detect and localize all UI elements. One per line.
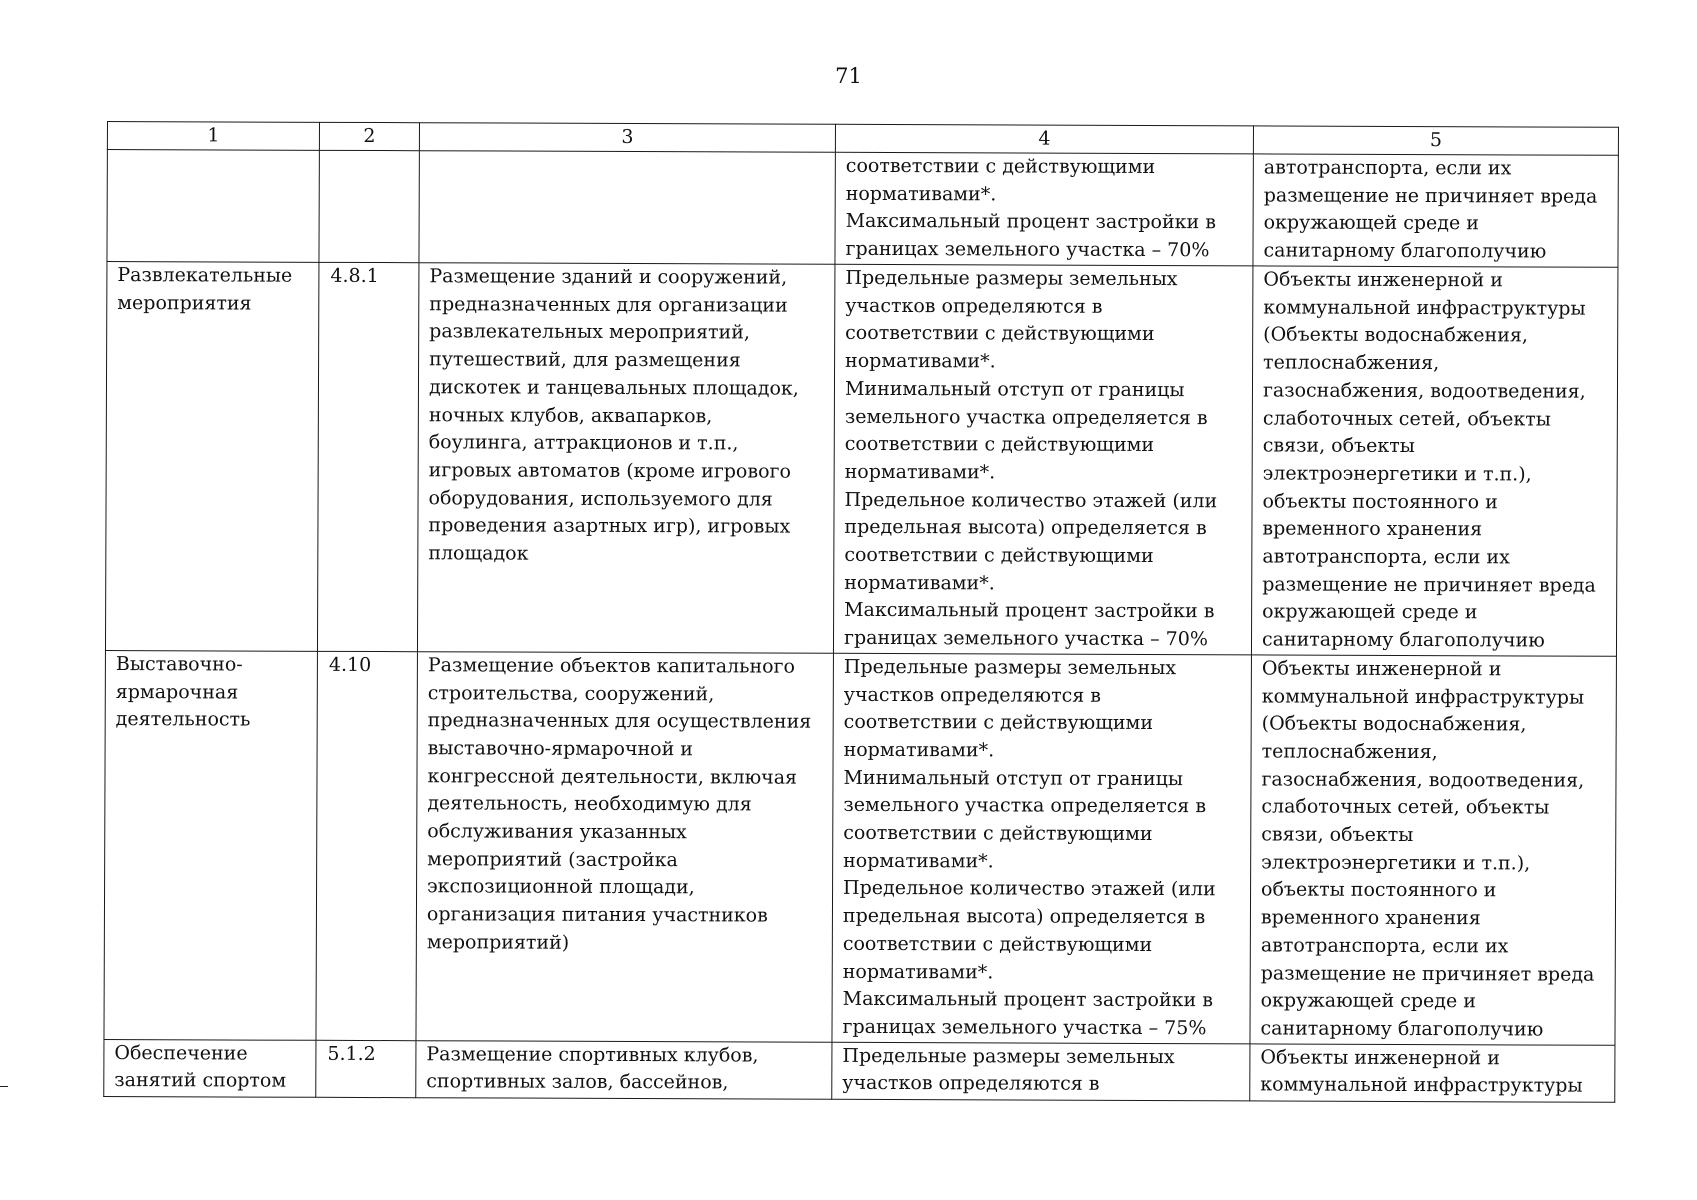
use-name-cell: Развлекательные мероприятия	[105, 262, 318, 652]
table-row	[105, 262, 1617, 657]
page-number: 71	[835, 64, 862, 88]
use-description-cell: Размещение спортивных клубов, спортивных залов, бассейнов,	[416, 1040, 832, 1099]
auxiliary-uses-cell: Объекты инженерной и коммунальной инфраструктуры (Объекты водоснабжения, теплоснабжения, газоснабжения, водоотведения, слаботочных сетей, объекты связи, объекты электроэнергетики и т.п.), объекты постоянного и временного хранения автотранспорта, если их размещение не причиняет вреда окружающей среде и санитарному благополучию	[1250, 655, 1616, 1045]
table-row	[104, 1039, 1615, 1102]
parameters-cell: Предельные размеры земельных участков определяются в соответствии с действующими нормативами*. Минимальный отступ от границы земельного участка определяется в соответствии с действующими нормативами*. Предельное количество этажей (или предельная высота) определяется в соответствии с действующими нормативами*. Максимальный процент застройки в границах земельного участка – 70%	[833, 264, 1252, 654]
column-header-5: 5	[1253, 126, 1618, 155]
use-code-cell	[319, 150, 419, 262]
column-header-4: 4	[835, 124, 1253, 154]
use-description-cell	[419, 151, 835, 265]
table-row	[104, 650, 1616, 1045]
parameters-cell: Предельные размеры земельных участков определяются в	[832, 1042, 1250, 1101]
auxiliary-uses-cell: автотранспорта, если их размещение не причиняет вреда окружающей среде и санитарному благополучию	[1253, 154, 1618, 267]
use-name-cell	[107, 150, 319, 263]
use-description-cell: Размещение объектов капитального строительства, сооружений, предназначенных для осуществления выставочно-ярмарочной и конгрессной деятельности, включая деятельность, необходимую для обслуживания указанных мероприятий (застройка экспозиционной площади, организация питания участников мероприятий)	[416, 652, 833, 1042]
parameters-cell: соответствии с действующими нормативами*. Максимальный процент застройки в границах земельного участка – 70%	[835, 152, 1253, 266]
table-row	[107, 150, 1618, 268]
auxiliary-uses-cell: Объекты инженерной и коммунальной инфраструктуры (Объекты водоснабжения, теплоснабжения, газоснабжения, водоотведения, слаботочных сетей, объекты связи, объекты электроэнергетики и т.п.), объекты постоянного и временного хранения автотранспорта, если их размещение не причиняет вреда окружающей среде и санитарному благополучию	[1251, 266, 1617, 656]
use-name-cell: Обеспечение занятий спортом	[104, 1039, 316, 1097]
column-header-3: 3	[419, 123, 835, 153]
margin-dash	[0, 1086, 8, 1087]
use-code-cell: 5.1.2	[316, 1040, 416, 1097]
column-header-1: 1	[107, 122, 319, 151]
column-header-2: 2	[319, 122, 419, 150]
zoning-table	[103, 121, 1619, 1102]
auxiliary-uses-cell: Объекты инженерной и коммунальной инфраструктуры	[1250, 1044, 1615, 1102]
use-code-cell: 4.8.1	[317, 262, 418, 651]
use-name-cell: Выставочно- ярмарочная деятельность	[104, 650, 317, 1040]
use-code-cell: 4.10	[316, 651, 417, 1040]
use-description-cell: Размещение зданий и сооружений, предназначенных для организации развлекательных мероприятий, путешествий, для размещения дискотек и танцевальных площадок, ночных клубов, аквапарков, боулинга, аттракционов и т.п., игровых автоматов (кроме игрового оборудования, используемого для проведения азартных игр), игровых площадок	[417, 263, 834, 653]
parameters-cell: Предельные размеры земельных участков определяются в соответствии с действующими нормативами*. Минимальный отступ от границы земельного участка определяется в соответствии с действующими нормативами*. Предельное количество этажей (или предельная высота) определяется в соответствии с действующими нормативами*. Максимальный процент застройки в границах земельного участка – 75%	[832, 653, 1251, 1043]
